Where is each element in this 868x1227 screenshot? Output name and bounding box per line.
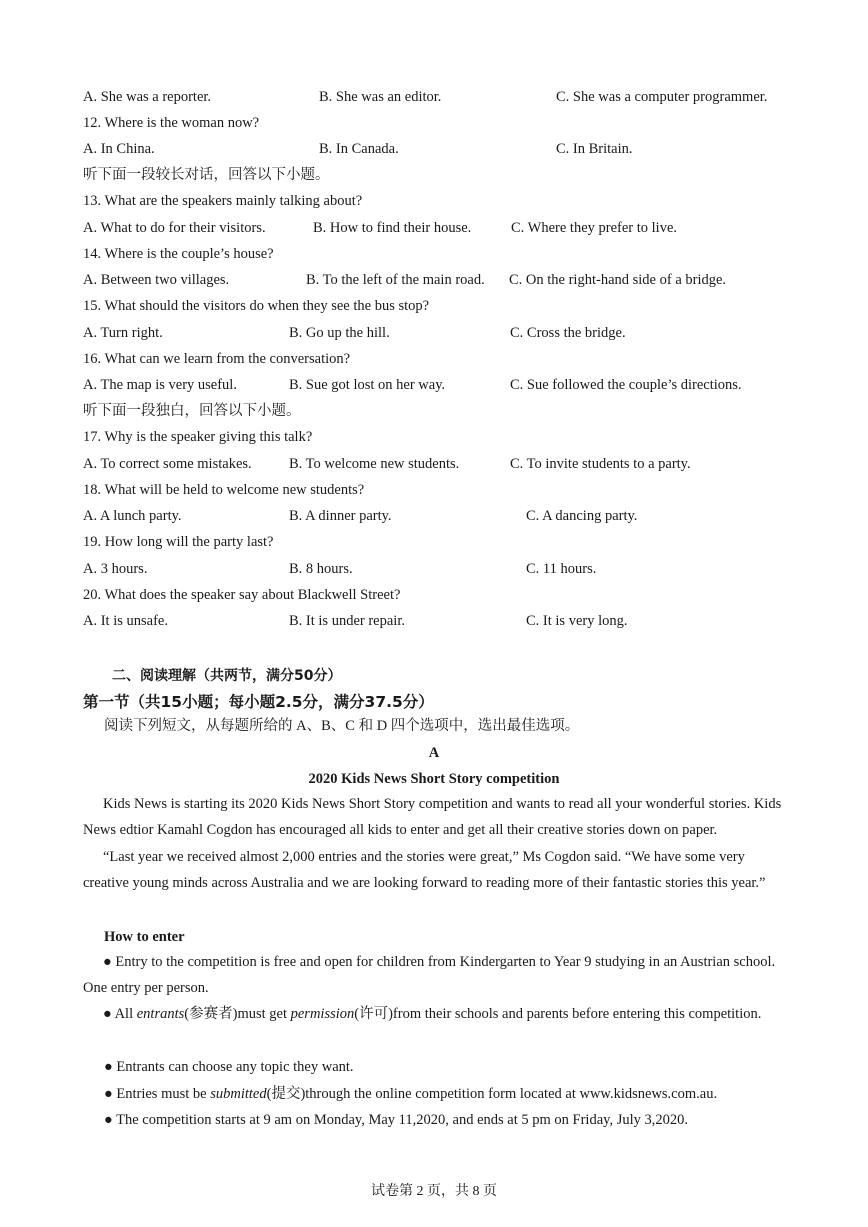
q14-question: 14. Where is the couple’s house? xyxy=(83,246,274,262)
q19-question: 19. How long will the party last? xyxy=(83,534,274,550)
q18-option-a: A. A lunch party. xyxy=(83,508,182,524)
q15-option-a: A. Turn right. xyxy=(83,325,163,341)
how-to-enter-heading: How to enter xyxy=(104,929,185,945)
q18-option-b: B. A dinner party. xyxy=(289,508,392,524)
q17-question: 17. Why is the speaker giving this talk? xyxy=(83,429,313,445)
q18-option-c: C. A dancing party. xyxy=(526,508,638,524)
instruction-monologue: 听下面一段独白，回答以下小题。 xyxy=(83,403,301,419)
rule-bullet-1: ● Entry to the competition is free and open for children from Kindergarten to Year 9 studying in an Austrian school. One entry per person. xyxy=(83,954,776,997)
q20-option-b: B. It is under repair. xyxy=(289,613,405,629)
rule-bullet-4-pre: ● Entries must be xyxy=(104,1086,211,1102)
q16-option-b: B. Sue got lost on her way. xyxy=(289,377,446,393)
q20-question: 20. What does the speaker say about Blackwell Street? xyxy=(83,587,401,603)
rule-bullet-2-pre: ● All xyxy=(103,1006,137,1022)
q20-option-a: A. It is unsafe. xyxy=(83,613,168,629)
q19-option-a: A. 3 hours. xyxy=(83,561,148,577)
page-footer: 试卷第 2 页，共 8 页 xyxy=(371,1184,497,1199)
rule-bullet-3: ● Entrants can choose any topic they want. xyxy=(104,1059,354,1075)
rule-bullet-2-term-permission: permission xyxy=(290,1006,355,1022)
q13-question: 13. What are the speakers mainly talking about? xyxy=(83,193,363,209)
q16-option-a: A. The map is very useful. xyxy=(83,377,237,393)
q14-option-c: C. On the right-hand side of a bridge. xyxy=(509,272,727,288)
q12-option-c: C. In Britain. xyxy=(556,141,633,157)
rule-bullet-2 xyxy=(83,1001,788,1027)
reading-instruction: 阅读下列短文，从每题所给的 A、B、C 和 D 四个选项中，选出最佳选项。 xyxy=(104,718,580,734)
q12-option-a: A. In China. xyxy=(83,141,155,157)
passage-title: 2020 Kids News Short Story competition xyxy=(308,771,560,787)
q19-option-c: C. 11 hours. xyxy=(526,561,597,577)
section-2-title: 二、阅读理解（共两节，满分50分） xyxy=(112,668,342,684)
q11-option-b: B. She was an editor. xyxy=(319,89,442,105)
q14-option-a: A. Between two villages. xyxy=(83,272,230,288)
passage-paragraph-2: “Last year we received almost 2,000 entries and the stories were great,” Ms Cogdon said. “We have some very creative young minds across Australia and we are looking forward to reading more of their fantastic stories this year.” xyxy=(83,849,766,892)
q14-option-b: B. To the left of the main road. xyxy=(306,272,485,288)
q19-option-b: B. 8 hours. xyxy=(289,561,353,577)
passage-letter: A xyxy=(428,745,440,761)
rule-bullet-4-term-submitted: submitted xyxy=(210,1086,267,1102)
passage-paragraph-1: Kids News is starting its 2020 Kids News Short Story competition and wants to read all your wonderful stories. Kids News edtior Kamahl Cogdon has encouraged all kids to enter and get all their creative stories down on paper. xyxy=(83,796,782,839)
q12-option-b: B. In Canada. xyxy=(319,141,399,157)
rule-bullet-5: ● The competition starts at 9 am on Monday, May 11,2020, and ends at 5 pm on Friday, July 3,2020. xyxy=(104,1112,688,1128)
q15-option-c: C. Cross the bridge. xyxy=(510,325,626,341)
q13-option-b: B. How to find their house. xyxy=(313,220,472,236)
q13-option-c: C. Where they prefer to live. xyxy=(511,220,678,236)
rule-bullet-2-term-entrants: entrants xyxy=(136,1006,185,1022)
instruction-long-dialogue: 听下面一段较长对话，回答以下小题。 xyxy=(83,167,330,183)
q17-option-c: C. To invite students to a party. xyxy=(510,456,691,472)
q16-option-c: C. Sue followed the couple’s directions. xyxy=(510,377,742,393)
q20-option-c: C. It is very long. xyxy=(526,613,628,629)
rule-bullet-2-gloss: (参赛者)must get xyxy=(184,1006,291,1022)
q17-option-b: B. To welcome new students. xyxy=(289,456,460,472)
q12-question: 12. Where is the woman now? xyxy=(83,115,260,131)
q11-option-a: A. She was a reporter. xyxy=(83,89,212,105)
q16-question: 16. What can we learn from the conversation? xyxy=(83,351,351,367)
part-1-title: 第一节（共15小题；每小题2.5分，满分37.5分） xyxy=(83,693,434,711)
q11-option-c: C. She was a computer programmer. xyxy=(556,89,768,105)
rule-bullet-2-post: (许可)from their schools and parents before entering this competition. xyxy=(354,1006,762,1022)
q15-option-b: B. Go up the hill. xyxy=(289,325,390,341)
q15-question: 15. What should the visitors do when they see the bus stop? xyxy=(83,298,430,314)
q17-option-a: A. To correct some mistakes. xyxy=(83,456,252,472)
q13-option-a: A. What to do for their visitors. xyxy=(83,220,266,236)
q18-question: 18. What will be held to welcome new students? xyxy=(83,482,365,498)
rule-bullet-4-post: (提交)through the online competition form located at www.kidsnews.com.au. xyxy=(266,1086,718,1102)
rule-bullet-4 xyxy=(104,1085,717,1103)
